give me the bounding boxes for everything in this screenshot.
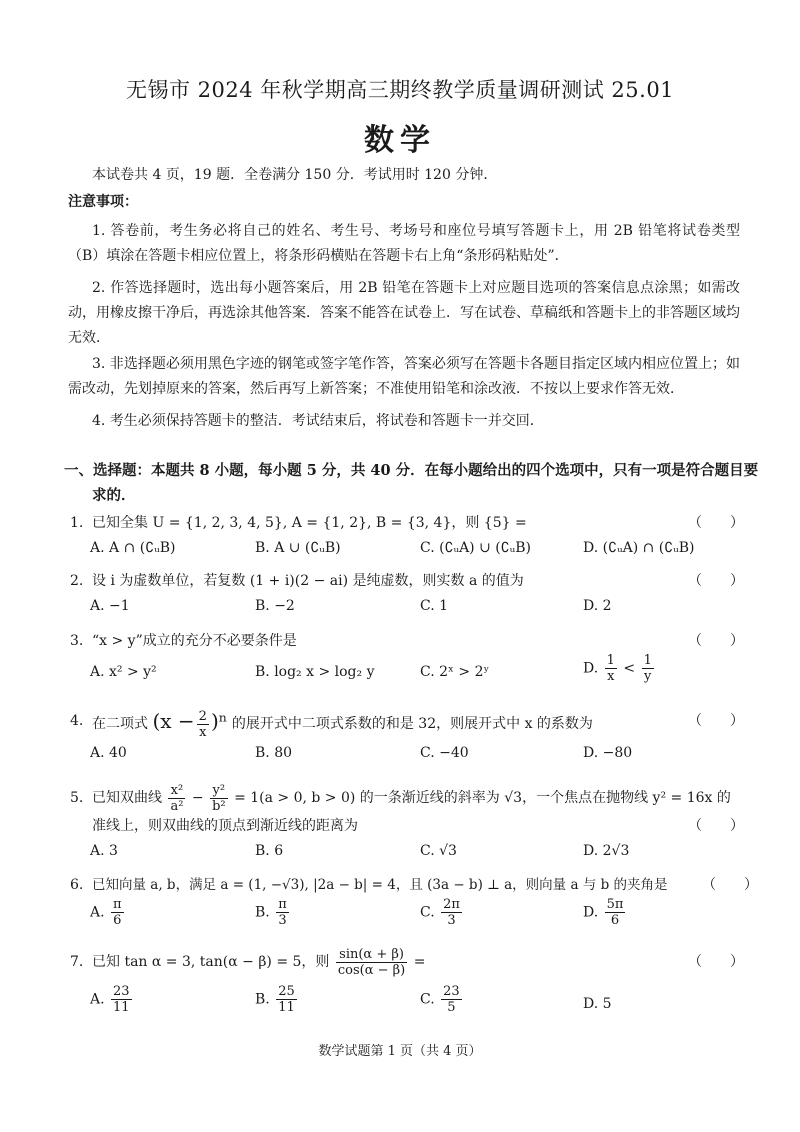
answer-parenthesis: （ ） (688, 818, 744, 834)
notice-item-2: 2. 作答选择题时，选出每小题答案后，用 2B 铅笔在答题卡上对应题目选项的答案信息点涂黑；如需改动，用橡皮擦干净后，再选涂其他答案．答案不能答在试卷上．写在试卷、草稿纸和答题卡上的非答题区域均无效． (68, 280, 740, 346)
option-a: A. $\frac{23}{11}$ (90, 984, 130, 1015)
option-a: A. A ∩ (∁ᵤB) (90, 540, 176, 556)
answer-parenthesis: （ ） (688, 573, 744, 589)
option-c: C. $\frac{2\pi}{3}$ (420, 897, 460, 928)
option-c: C. √3 (420, 843, 457, 859)
option-d: D. −80 (583, 745, 633, 761)
subject-title: 数学 (364, 123, 436, 158)
option-b: B. −2 (255, 598, 295, 614)
exam-header-title: 无锡市 2024 年秋学期高三期终教学质量调研测试 25.01 (125, 78, 675, 102)
option-b: B. 80 (255, 745, 293, 761)
question-number: 5. (70, 790, 84, 806)
option-b: B. $\frac{25}{11}$ (255, 984, 295, 1015)
question-4 (70, 704, 742, 766)
option-b: B. log₂ x > log₂ y (255, 664, 375, 680)
option-a: A. x² > y² (90, 664, 157, 680)
option-d: D. $\frac{5\pi}{6}$ (583, 897, 624, 928)
question-number: 7. (70, 954, 84, 970)
answer-parenthesis: （ ） (688, 713, 744, 729)
question-stem: 已知向量 a, b，满足 a = (1, −√3), |2a − b| = 4，且 (3a − b) ⊥ a，则向量 a 与 b 的夹角是 (92, 877, 668, 893)
option-c: C. 1 (420, 598, 449, 614)
notice-item-3: 3. 非选择题必须用黑色字迹的钢笔或签字笔作答，答案必须写在答题卡各题目指定区域内相应位置上；如需改动，先划掉原来的答案，然后再写上新答案；不准使用铅笔和涂改液．不按以上要求作答无效． (68, 356, 740, 397)
question-number: 2. (70, 573, 84, 589)
section-heading: 一、选择题：本题共 8 小题，每小题 5 分，共 40 分．在每小题给出的四个选项中，只有一项是符合题目要求的． (64, 462, 759, 504)
question-5 (70, 782, 742, 864)
question-7 (70, 944, 742, 1024)
option-d: D. (∁ᵤA) ∩ (∁ᵤB) (583, 540, 695, 556)
exam-intro: 本试卷共 4 页，19 题．全卷满分 150 分．考试用时 120 分钟． (92, 167, 498, 183)
option-b: B. $\frac{\pi}{3}$ (255, 897, 287, 928)
notice-item-1: 1. 答卷前，考生务必将自己的姓名、考生号、考场号和座位号填写答题卡上，用 2B 铅笔将试卷类型（B）填涂在答题卡相应位置上，将条形码横贴在答题卡右上角“条形码粘贴处”． (68, 223, 740, 264)
option-b: B. A ∪ (∁ᵤB) (255, 540, 341, 556)
option-a: A. $\frac{\pi}{6}$ (90, 897, 122, 928)
answer-parenthesis: （ ） (688, 515, 744, 531)
question-3 (70, 629, 742, 693)
question-stem: 设 i 为虚数单位，若复数 (1 + i)(2 − ai) 是纯虚数，则实数 a 的值为 (92, 573, 524, 589)
question-stem: 已知 tan α = 3, tan(α − β) = 5，则 $\frac{\sin(\alpha + \beta)}{\cos(\alpha - \beta)}$ = (92, 946, 426, 978)
option-a: A. 3 (90, 843, 118, 859)
option-d: D. 2√3 (583, 843, 630, 859)
question-stem: 在二项式 (x − $\frac{2}{x}$ )ⁿ 的展开式中二项式系数的和是 32，则展开式中 x 的系数为 (92, 708, 593, 740)
question-number: 3. (70, 633, 84, 649)
question-stem-line-2: 准线上，则双曲线的顶点到渐近线的距离为 (92, 818, 358, 834)
notice-item-4: 4. 考生必须保持答题卡的整洁．考试结束后，将试卷和答题卡一并交回． (92, 413, 544, 429)
option-c: C. 2ˣ > 2ʸ (420, 664, 490, 680)
option-c: C. (∁ᵤA) ∪ (∁ᵤB) (420, 540, 531, 556)
answer-parenthesis: （ ） (688, 954, 744, 970)
question-stem: 已知双曲线 $\frac{\text{x²}}{\text{a²}}$ − $\frac{\text{y²}}{\text{b²}}$ = 1(a > 0, b > 0) 的一条渐近线的斜率为 √3，一个焦点在抛物线 y² = 16x 的 (92, 782, 731, 814)
notice-heading: 注意事项： (68, 194, 138, 210)
option-c: C. −40 (420, 745, 469, 761)
question-6 (70, 873, 758, 935)
answer-parenthesis: （ ） (688, 633, 744, 649)
question-2 (70, 569, 742, 619)
option-d: D. 2 (583, 598, 612, 614)
option-a: A. −1 (90, 598, 130, 614)
page-footer: 数学试题第 1 页（共 4 页） (318, 1044, 482, 1059)
question-number: 4. (70, 713, 84, 729)
option-d: D. 5 (583, 996, 612, 1012)
option-b: B. 6 (255, 843, 284, 859)
question-stem: 已知全集 U = {1, 2, 3, 4, 5}, A = {1, 2}, B = {3, 4}，则 {5} = (92, 515, 527, 531)
question-stem: “x > y”成立的充分不必要条件是 (92, 633, 297, 649)
option-a: A. 40 (90, 745, 127, 761)
option-d: D. $\frac{1}{x}$ < $\frac{1}{y}$ (583, 653, 652, 684)
question-number: 6. (70, 877, 84, 893)
answer-parenthesis: （ ） (702, 877, 758, 893)
option-c: C. $\frac{23}{5}$ (420, 984, 460, 1015)
question-number: 1. (70, 515, 84, 531)
question-1 (70, 511, 742, 561)
